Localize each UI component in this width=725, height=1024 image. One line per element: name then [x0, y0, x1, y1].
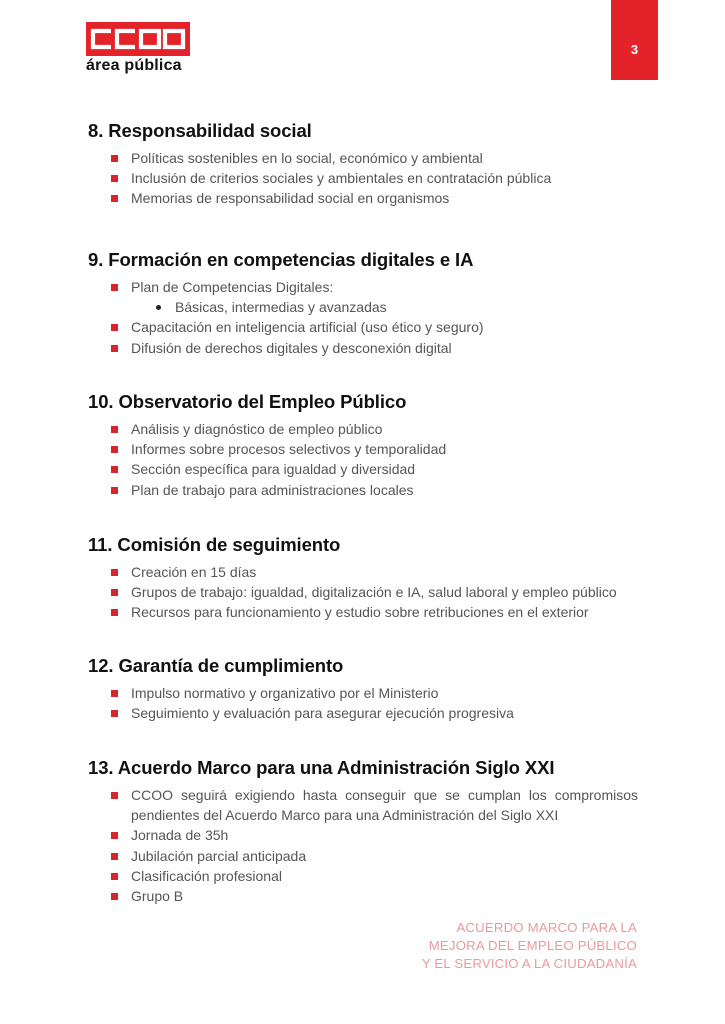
bullet-square-icon — [111, 155, 118, 162]
list-item — [88, 562, 648, 582]
footer-line: MEJORA DEL EMPLEO PÚBLICO — [428, 938, 637, 953]
bullet-square-icon — [111, 426, 118, 433]
footer-line: ACUERDO MARCO PARA LA — [456, 920, 637, 935]
list-item-text: Jornada de 35h — [131, 827, 229, 844]
sub-list-item-text: Básicas, intermedias y avanzadas — [175, 299, 387, 316]
bullet-square-icon — [111, 589, 118, 596]
list-item — [88, 785, 648, 825]
section-formacion-competencias — [88, 249, 648, 358]
list-item — [88, 317, 648, 337]
list-item-text: Plan de trabajo para administraciones locales — [131, 481, 414, 498]
section-garantia-cumplimiento — [88, 655, 648, 723]
list-item — [88, 439, 648, 459]
list-item-text: Jubilación parcial anticipada — [131, 847, 307, 864]
bullet-square-icon — [111, 195, 118, 202]
bullet-square-icon — [111, 832, 118, 839]
bullet-square-icon — [111, 324, 118, 331]
list-item-text: Recursos para funcionamiento y estudio sobre retribuciones en el exterior — [131, 604, 589, 621]
list-item — [88, 480, 648, 500]
list-item-text: Informes sobre procesos selectivos y temporalidad — [131, 441, 447, 458]
bullet-square-icon — [111, 569, 118, 576]
list-item-text: Inclusión de criterios sociales y ambientales en contratación pública — [131, 170, 552, 187]
section-observatorio — [88, 391, 648, 500]
section-responsabilidad-social — [88, 120, 648, 209]
ccoo-logo-mark — [86, 22, 190, 56]
list-item-text: CCOO seguirá exigiendo hasta conseguir que se cumplan los compromisos pendientes del Acuerdo Marco para una Administración del Siglo XXI — [131, 787, 638, 824]
list-item-text: Capacitación en inteligencia artificial (uso ético y seguro) — [131, 319, 484, 336]
list-item-text: Clasificación profesional — [131, 867, 282, 884]
list-item-text: Impulso normativo y organizativo por el Ministerio — [131, 685, 439, 701]
logo-subtitle: área pública — [86, 57, 182, 74]
list-item — [88, 602, 648, 622]
sub-list-item — [88, 297, 648, 317]
page-number: 3 — [630, 42, 639, 57]
bullet-square-icon — [111, 466, 118, 473]
bullet-square-icon — [111, 175, 118, 182]
list-item-text: Análisis y diagnóstico de empleo público — [131, 421, 383, 437]
list-item-text: Difusión de derechos digitales y desconexión digital — [131, 339, 452, 356]
list-item — [88, 419, 648, 439]
list-item-text: Plan de Competencias Digitales: — [131, 279, 334, 295]
section-title: 12. Garantía de cumplimiento — [88, 655, 344, 676]
list-item-text: Políticas sostenibles en lo social, económico y ambiental — [131, 150, 483, 166]
list-item — [88, 148, 648, 168]
list-item-text: Creación en 15 días — [131, 564, 257, 580]
section-title: 9. Formación en competencias digitales e IA — [88, 249, 474, 270]
section-title: 8. Responsabilidad social — [88, 120, 312, 141]
bullet-square-icon — [111, 873, 118, 880]
list-item-text: Grupo B — [131, 888, 184, 905]
section-title: 10. Observatorio del Empleo Público — [88, 391, 407, 412]
list-item-text: Grupos de trabajo: igualdad, digitalización e IA, salud laboral y empleo público — [131, 584, 617, 601]
footer-title — [422, 919, 637, 973]
footer-line: Y EL SERVICIO A LA CIUDADANÍA — [421, 956, 637, 971]
bullet-square-icon — [111, 446, 118, 453]
bullet-square-icon — [111, 487, 118, 494]
list-item — [88, 683, 648, 703]
bullet-square-icon — [111, 609, 118, 616]
section-title: 11. Comisión de seguimiento — [88, 534, 341, 555]
bullet-square-icon — [111, 690, 118, 697]
bullet-square-icon — [111, 345, 118, 352]
list-item — [88, 846, 648, 866]
list-item-text: Seguimiento y evaluación para asegurar ejecución progresiva — [131, 705, 514, 722]
list-item-text: Sección específica para igualdad y diversidad — [131, 461, 416, 478]
list-item — [88, 703, 648, 723]
list-item — [88, 459, 648, 479]
bullet-square-icon — [111, 853, 118, 860]
bullet-dot-icon — [156, 305, 161, 310]
page-number-tab — [611, 0, 658, 80]
bullet-square-icon — [111, 893, 118, 900]
bullet-square-icon — [111, 710, 118, 717]
section-comision-seguimiento — [88, 534, 648, 623]
list-item — [88, 886, 648, 906]
ccoo-logo — [86, 22, 196, 75]
list-item — [88, 277, 648, 297]
list-item — [88, 188, 648, 208]
list-item-text: Memorias de responsabilidad social en organismos — [131, 190, 450, 207]
section-title: 13. Acuerdo Marco para una Administración Siglo XXI — [88, 757, 555, 778]
list-item — [88, 582, 648, 602]
list-item — [88, 866, 648, 886]
list-item — [88, 825, 648, 845]
bullet-square-icon — [111, 284, 118, 291]
list-item — [88, 168, 648, 188]
bullet-square-icon — [111, 792, 118, 799]
section-acuerdo-marco — [88, 757, 648, 906]
list-item — [88, 338, 648, 358]
